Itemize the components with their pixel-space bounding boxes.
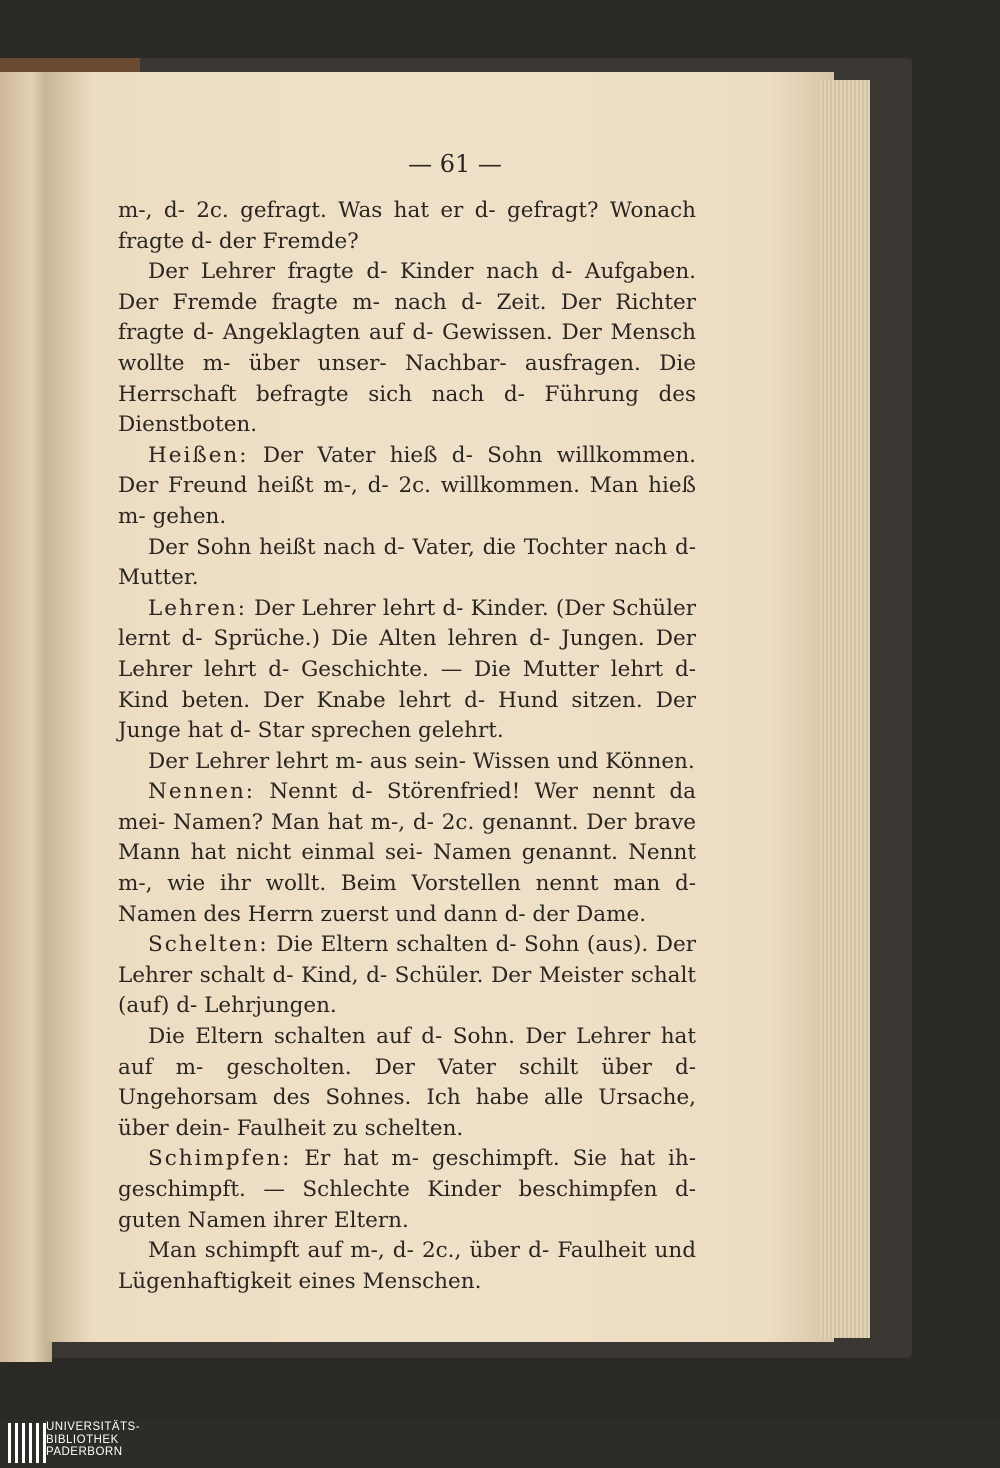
- body-text: [118, 196, 696, 1297]
- library-logo-band: [0, 1420, 1000, 1468]
- paragraph: [118, 930, 696, 1022]
- paragraph-text: Der Lehrer lehrt d- Kinder. (Der Schüler lernt d- Sprüche.) Die Alten lehren d- Jungen. Der Lehrer lehrt d- Geschichte. — Die Mutter lehrt d- Kind beten. Der Knabe lehrt d- Hund sitzen. Der Junge hat d- Star sprechen gelehrt.: [118, 595, 696, 744]
- paragraph-heading: Nennen:: [148, 779, 256, 805]
- paragraph: [118, 196, 696, 257]
- paragraph-text: Der Lehrer fragte d- Kinder nach d- Aufgaben. Der Fremde fragte m- nach d- Zeit. Der Richter fragte d- Angeklagten auf d- Gewissen. Der Mensch wollte m- über unser- Nachbar- ausfragen. Die Herrschaft befragte sich nach d- Führung des Dienstboten.: [118, 259, 696, 438]
- logo-line-1: UNIVERSITÄTS-: [46, 1421, 141, 1433]
- logo-line-3: PADERBORN: [46, 1446, 123, 1458]
- page-number: — 61 —: [408, 150, 502, 178]
- library-logo-icon: [8, 1423, 46, 1463]
- paragraph-text: Die Eltern schalten d- Sohn (aus). Der Lehrer schalt d- Kind, d- Schüler. Der Meister schalt (auf) d- Lehrjungen.: [118, 932, 696, 1019]
- paragraph: [118, 747, 696, 778]
- paragraph: [118, 441, 696, 533]
- paragraph: [118, 777, 696, 930]
- paragraph-text: Er hat m- geschimpft. Sie hat ih- geschimpft. — Schlechte Kinder beschimpfen d- guten Namen ihrer Eltern.: [118, 1146, 697, 1233]
- paragraph: [118, 257, 696, 441]
- paragraph-text: Nennt d- Störenfried! Wer nennt da mei- Namen? Man hat m-, d- 2c. genannt. Der brave Mann hat nicht einmal sei- Namen genannt. Nennt m-, wie ihr wollt. Beim Vorstellen nennt man d- Namen des Herrn zuerst und dann d- der Dame.: [118, 779, 696, 927]
- paragraph: [118, 594, 696, 747]
- paragraph-text: Der Vater hieß d- Sohn willkommen. Der Freund heißt m-, d- 2c. willkommen. Man hieß m- gehen.: [118, 442, 696, 529]
- paragraph: [118, 1236, 696, 1297]
- paragraph: [118, 533, 696, 594]
- paragraph-text: Die Eltern schalten auf d- Sohn. Der Lehrer hat auf m- gescholten. Der Vater schilt über d- Ungehorsam des Sohnes. Ich habe alle Ursache, über dein- Faulheit zu schelten.: [118, 1024, 696, 1141]
- paragraph-text: Man schimpft auf m-, d- 2c., über d- Faulheit und Lügenhaftigkeit eines Menschen.: [118, 1238, 696, 1294]
- paragraph-heading: Schelten:: [148, 932, 269, 958]
- library-logo: [46, 1421, 140, 1459]
- logo-line-2: BIBLIOTHEK: [46, 1433, 119, 1446]
- paragraph-text: Der Lehrer lehrt m- aus sein- Wissen und Können.: [148, 748, 695, 774]
- paragraph-heading: Lehren:: [148, 595, 247, 621]
- paragraph: [118, 1022, 696, 1144]
- paragraph-heading: Heißen:: [148, 442, 249, 468]
- paragraph-heading: Schimpfen:: [148, 1146, 292, 1172]
- paragraph-text: Der Sohn heißt nach d- Vater, die Tochter nach d- Mutter.: [118, 534, 696, 591]
- page-stack-edge: [820, 80, 870, 1338]
- paragraph-text: m-, d- 2c. gefragt. Was hat er d- gefragt? Wonach fragte d- der Fremde?: [118, 198, 696, 254]
- paragraph: [118, 1144, 696, 1236]
